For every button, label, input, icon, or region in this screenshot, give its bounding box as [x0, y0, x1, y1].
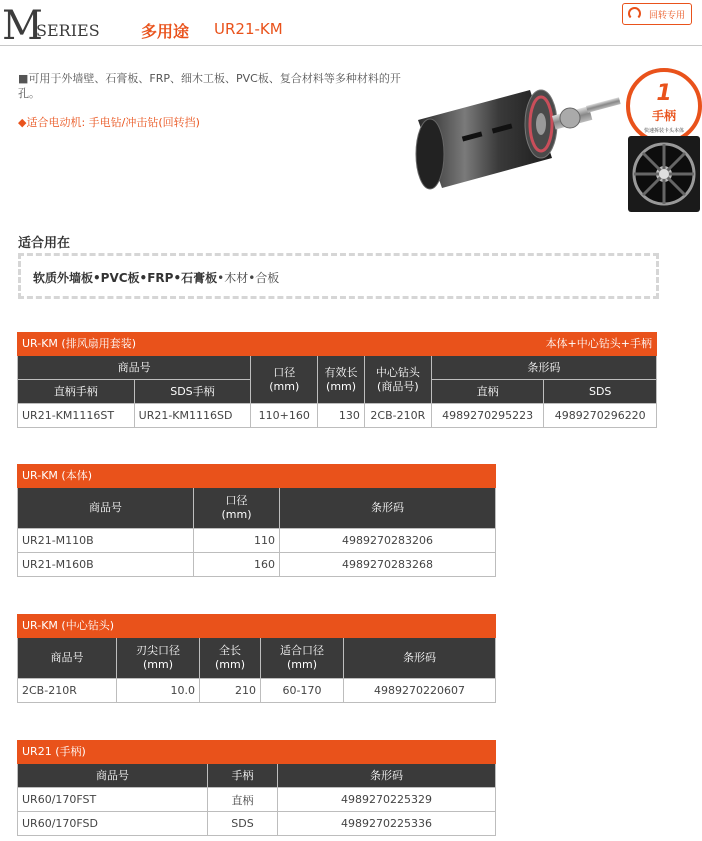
use-label: 多用途: [141, 22, 190, 41]
cell-handle: 直柄: [208, 788, 278, 812]
center-drill-table-caption: UR-KM (中心钻头): [18, 615, 496, 638]
col-barcode-sds: SDS: [544, 380, 657, 404]
cell-product: 2CB-210R: [18, 679, 117, 703]
cell-tip: 10.0: [117, 679, 200, 703]
usage-title: 适合用在: [18, 236, 71, 251]
usage-main-materials: 软质外墙板•PVC板•FRP•石膏板: [33, 271, 218, 285]
set-table-contents: 本体+中心钻头+手柄: [545, 337, 652, 350]
cell-length: 210: [200, 679, 261, 703]
cell-diameter: 110: [194, 529, 280, 553]
usage-other-materials: •木材•合板: [217, 271, 280, 285]
col-sds-handle: SDS手柄: [134, 380, 251, 404]
cell-length: 130: [318, 404, 365, 428]
cell-diameter: 110+160: [251, 404, 318, 428]
rotation-icon: [628, 7, 641, 20]
col-barcode: 条形码: [344, 638, 496, 679]
col-length: 有效长 (mm): [318, 356, 365, 404]
callout-number: 1: [656, 81, 672, 106]
col-center-drill: 中心钻头 (商品号): [364, 356, 431, 404]
set-table: [17, 332, 657, 428]
cell-diameter: 160: [194, 553, 280, 577]
product-description: ■可用于外墙壁、石膏板、FRP、细木工板、PVC板、复合材料等多种材料的开孔。: [18, 72, 401, 100]
usage-box: [18, 253, 659, 299]
handle-table-caption: UR21 (手柄): [18, 741, 496, 764]
cell-barcode: 4989270220607: [344, 679, 496, 703]
set-table-title: UR-KM (排风扇用套装): [22, 337, 137, 350]
rotation-only-badge: [622, 3, 692, 25]
page-header: [0, 0, 702, 49]
table-row: [18, 404, 657, 428]
cell-barcode: 4989270225329: [278, 788, 496, 812]
col-product: 商品号: [18, 638, 117, 679]
series-logo-text: SERIES: [36, 21, 100, 40]
model-name: UR21-KM: [214, 20, 283, 38]
rotation-badge-label: 回转专用: [649, 11, 686, 21]
col-straight-handle: 直柄手柄: [18, 380, 135, 404]
cell-bc-straight: 4989270295223: [431, 404, 544, 428]
cell-handle: SDS: [208, 812, 278, 836]
handle-callout: [628, 70, 700, 212]
product-image: [412, 62, 702, 222]
col-product: 商品号: [18, 356, 251, 380]
cell-center: 2CB-210R: [364, 404, 431, 428]
cell-bc-sds: 4989270296220: [544, 404, 657, 428]
col-handle: 手柄: [208, 764, 278, 788]
col-tip-diameter: 刃尖口径 (mm): [117, 638, 200, 679]
center-drill-table: [17, 614, 496, 703]
cell-product: UR60/170FSD: [18, 812, 208, 836]
series-logo-m: M: [2, 3, 41, 49]
callout-label: 手柄: [651, 109, 677, 123]
hole-saw-drawing: [416, 90, 621, 189]
motor-compatibility: ◆适合电动机: 手电钻/冲击钻(回转挡): [18, 116, 200, 129]
cell-sds: UR21-KM1116SD: [134, 404, 251, 428]
col-diameter: 口径 (mm): [251, 356, 318, 404]
col-barcode: 条形码: [431, 356, 656, 380]
cell-straight: UR21-KM1116ST: [18, 404, 135, 428]
table-row: [18, 553, 496, 577]
handle-table: [17, 740, 496, 836]
col-fit-diameter: 适合口径 (mm): [261, 638, 344, 679]
table-row: [18, 788, 496, 812]
col-barcode: 条形码: [280, 488, 496, 529]
cell-product: UR21-M160B: [18, 553, 194, 577]
body-table-caption: UR-KM (本体): [18, 465, 496, 488]
col-product: 商品号: [18, 488, 194, 529]
col-total-length: 全长 (mm): [200, 638, 261, 679]
col-barcode: 条形码: [278, 764, 496, 788]
body-table: [17, 464, 496, 577]
set-table-caption: [18, 333, 657, 356]
col-product: 商品号: [18, 764, 208, 788]
table-row: [18, 679, 496, 703]
cell-fit: 60-170: [261, 679, 344, 703]
cell-barcode: 4989270283268: [280, 553, 496, 577]
table-row: [18, 529, 496, 553]
cell-barcode: 4989270283206: [280, 529, 496, 553]
table-row: [18, 812, 496, 836]
callout-sub: 快速拆装卡头本体: [643, 128, 685, 134]
col-barcode-straight: 直柄: [431, 380, 544, 404]
col-diameter: 口径 (mm): [194, 488, 280, 529]
cell-barcode: 4989270225336: [278, 812, 496, 836]
cell-product: UR60/170FST: [18, 788, 208, 812]
cell-product: UR21-M110B: [18, 529, 194, 553]
usage-materials: [33, 269, 279, 286]
